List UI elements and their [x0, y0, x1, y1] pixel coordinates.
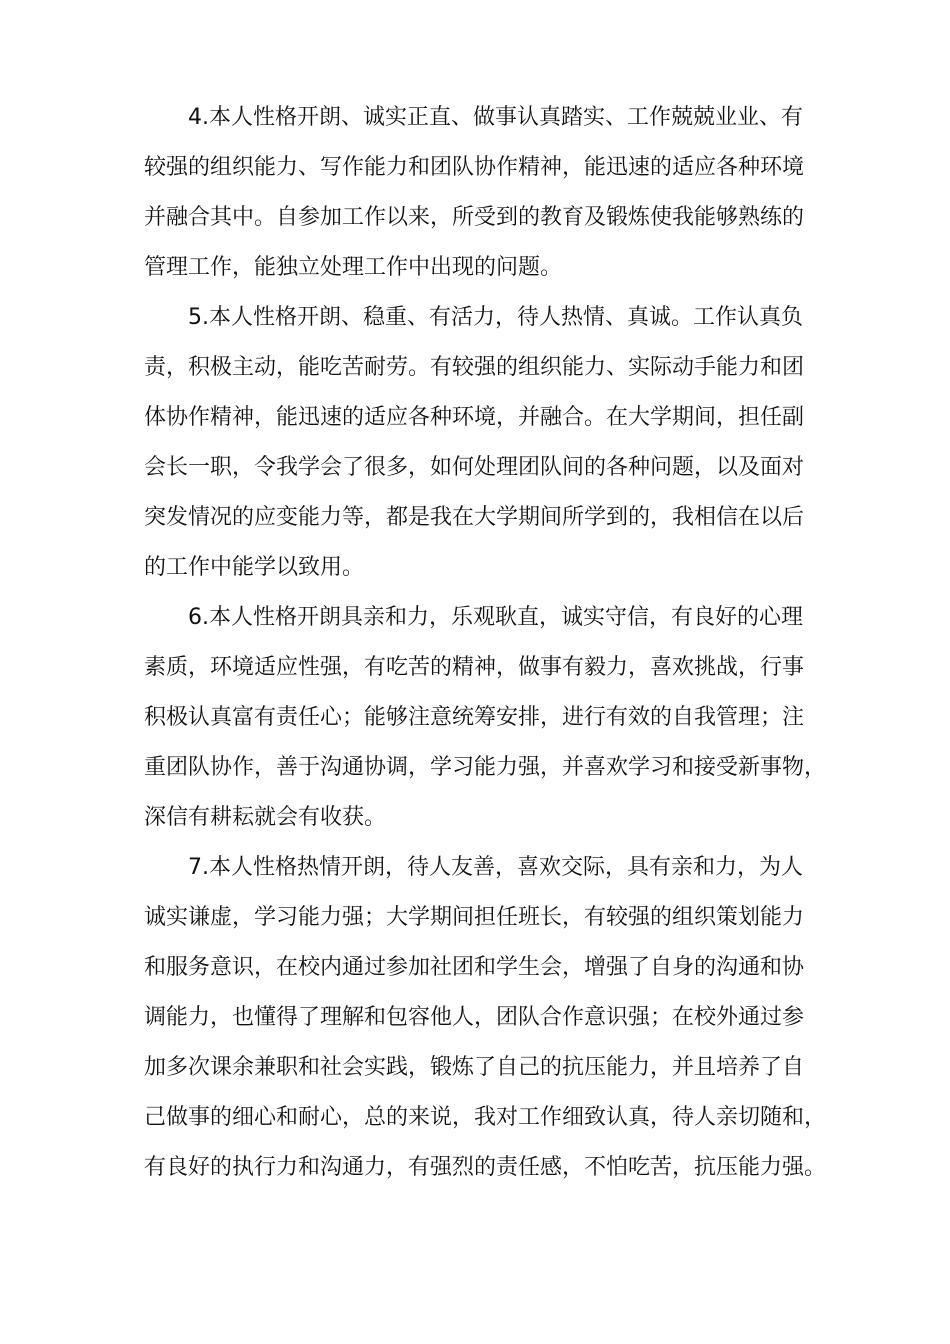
- paragraph-line: 管理工作，能独立处理工作中出现的问题。: [144, 255, 563, 280]
- paragraph-line: 己做事的细心和耐心，总的来说，我对工作细致认真，待人亲切随和，: [144, 1105, 827, 1130]
- paragraph-line: 的工作中能学以致用。: [144, 555, 365, 580]
- paragraph-line: 加多次课余兼职和社会实践，锻炼了自己的抗压能力，并且培养了自: [144, 1055, 805, 1080]
- paragraph-line: 6.本人性格开朗具亲和力，乐观耿直，诚实守信，有良好的心理: [188, 605, 803, 630]
- paragraph-line: 会长一职，令我学会了很多，如何处理团队间的各种问题，以及面对: [144, 455, 805, 480]
- paragraph-line: 突发情况的应变能力等，都是我在大学期间所学到的，我相信在以后: [144, 505, 805, 530]
- paragraph-line: 诚实谦虚，学习能力强；大学期间担任班长，有较强的组织策划能力: [144, 905, 805, 930]
- paragraph-line: 重团队协作，善于沟通协调，学习能力强，并喜欢学习和接受新事物，: [144, 755, 827, 780]
- paragraph-line: 有良好的执行力和沟通力，有强烈的责任感，不怕吃苦，抗压能力强。: [144, 1155, 827, 1180]
- paragraph-line: 较强的组织能力、写作能力和团队协作精神，能迅速的适应各种环境: [144, 155, 805, 180]
- paragraph-line: 5.本人性格开朗、稳重、有活力，待人热情、真诚。工作认真负: [188, 305, 803, 330]
- paragraph-line: 调能力，也懂得了理解和包容他人，团队合作意识强；在校外通过参: [144, 1005, 805, 1030]
- paragraph-line: 7.本人性格热情开朗，待人友善，喜欢交际，具有亲和力，为人: [188, 855, 803, 880]
- paragraph-line: 4.本人性格开朗、诚实正直、做事认真踏实、工作兢兢业业、有: [188, 105, 803, 130]
- paragraph-line: 体协作精神，能迅速的适应各种环境，并融合。在大学期间，担任副: [144, 405, 805, 430]
- paragraph-line: 素质，环境适应性强，有吃苦的精神，做事有毅力，喜欢挑战，行事: [144, 655, 805, 680]
- paragraph-line: 深信有耕耘就会有收获。: [144, 805, 387, 830]
- paragraph-line: 责，积极主动，能吃苦耐劳。有较强的组织能力、实际动手能力和团: [144, 355, 805, 380]
- paragraph-line: 并融合其中。自参加工作以来，所受到的教育及锻炼使我能够熟练的: [144, 205, 805, 230]
- paragraph-line: 和服务意识，在校内通过参加社团和学生会，增强了自身的沟通和协: [144, 955, 805, 980]
- paragraph-line: 积极认真富有责任心；能够注意统筹安排，进行有效的自我管理；注: [144, 705, 805, 730]
